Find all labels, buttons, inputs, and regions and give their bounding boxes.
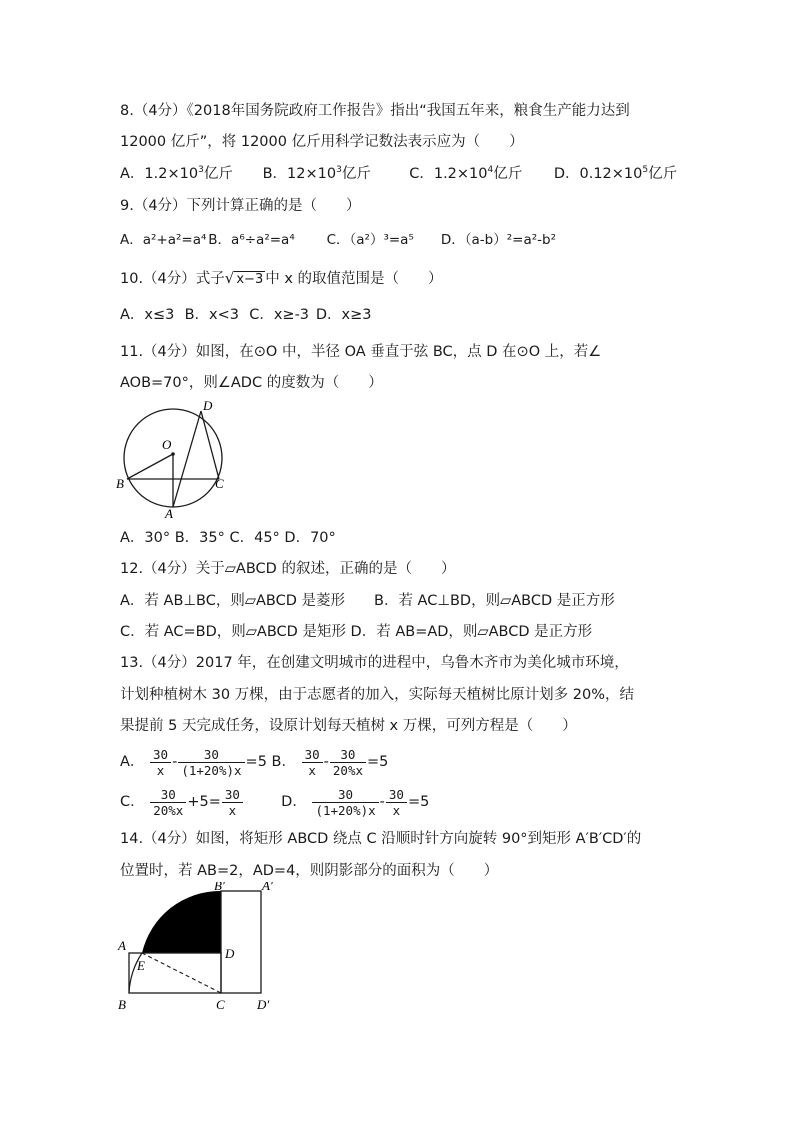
- q14-rotation-figure: [112, 882, 282, 1014]
- q10-option-b[interactable]: B．x<3: [184, 307, 240, 323]
- q8-option-b[interactable]: B．$12\times 10^3$亿斤: [262, 165, 371, 182]
- q8-option-a[interactable]: A．$1.2\times 10^3$亿斤: [120, 165, 233, 182]
- label-d-prime: D′: [257, 997, 270, 1012]
- label-a: A: [118, 938, 126, 953]
- q13-stem-line3: 果提前 5 天完成任务，设原计划每天植树 x 万棵，可列方程是（ ）: [120, 718, 577, 734]
- q12-options-cd[interactable]: C．若 AC=BD，则▱ABCD 是矩形 D．若 AB=AD，则▱ABCD 是正方形: [120, 624, 593, 640]
- q13-option-a[interactable]: A． $\frac{30}{x}$ - $\frac{30}{(1+20\%)x}$ =5: [120, 746, 267, 778]
- q13-option-d[interactable]: D． $\frac{30}{(1+20\%)x}$ - $\frac{30}{x}$ =5: [281, 786, 430, 818]
- q8-option-d[interactable]: D．$0.12\times 10^5$亿斤: [553, 165, 678, 182]
- label-a-prime: A′: [262, 882, 273, 893]
- q9-option-c[interactable]: C．（a²）³=a⁵: [326, 232, 414, 248]
- q13-stem-line2: 计划种植树木 30 万棵，由于志愿者的加入，实际每天植树比原计划多 20%，结: [120, 687, 635, 703]
- label-c: C: [216, 997, 225, 1012]
- q11-stem-line1: 11.（4分）如图，在⊙O 中，半径 OA 垂直于弦 BC，点 D 在⊙O 上，若∠: [120, 344, 602, 360]
- q13-options-cd: [120, 784, 429, 820]
- q11-circle-figure: [112, 396, 242, 520]
- label-d: D: [203, 398, 213, 413]
- chord-dc: [201, 411, 219, 479]
- sqrt-sign: √: [224, 269, 235, 287]
- q14-stem-line1: 14.（4分）如图，将矩形 ABCD 绕点 C 沿顺时针方向旋转 90°到矩形 A′B′CD′的: [120, 831, 642, 847]
- q14-stem-line2: 位置时，若 AB=2，AD=4，则阴影部分的面积为（ ）: [120, 863, 499, 879]
- label-b: B: [118, 997, 126, 1012]
- q11-options[interactable]: A．30° B．35° C．45° D．70°: [120, 530, 336, 546]
- q8-options: [120, 164, 677, 184]
- q13-option-b[interactable]: B． $\frac{30}{x}$ - $\frac{30}{20\%x}$ =5: [271, 746, 389, 778]
- q8-option-c[interactable]: C．$1.2\times 10^4$亿斤: [409, 165, 523, 182]
- shaded-region: [142, 891, 221, 953]
- q13-option-c[interactable]: C． $\frac{30}{20\%x}$ +5= $\frac{30}{x}$: [120, 794, 249, 810]
- q13-options-ab: [120, 744, 388, 780]
- label-e: E: [137, 958, 145, 973]
- q9-option-a[interactable]: A．a²+a²=a⁴: [120, 232, 207, 248]
- label-a: A: [165, 506, 173, 520]
- q8-stem-line1: 8.（4分）《2018年国务院政府工作报告》指出“我国五年来，粮食生产能力达到: [120, 103, 630, 119]
- q8-stem-line2: 12000 亿斤”，将 12000 亿斤用科学记数法表示应为（ ）: [120, 134, 524, 150]
- q10-option-a[interactable]: A．x≤3: [120, 307, 175, 323]
- segment-ob: [127, 454, 173, 479]
- q12-options-ab[interactable]: A．若 AB⊥BC，则▱ABCD 是菱形 B．若 AC⊥BD，则▱ABCD 是正方形: [120, 593, 615, 609]
- q9-option-b[interactable]: B．a⁶÷a²=a⁴: [208, 232, 295, 248]
- q10-option-c[interactable]: C．x≥-3: [249, 307, 310, 323]
- q10-radicand: x−3: [236, 272, 264, 287]
- label-b-prime: B′: [214, 882, 225, 893]
- q9-options: [120, 230, 556, 250]
- label-o: O: [162, 437, 172, 452]
- q9-stem: 9.（4分）下列计算正确的是（ ）: [120, 198, 361, 214]
- center-point: [171, 452, 175, 456]
- label-b: B: [116, 476, 124, 491]
- q12-stem: 12.（4分）关于▱ABCD 的叙述，正确的是（ ）: [120, 561, 456, 577]
- q10-options: [120, 305, 371, 325]
- q10-stem: 10.（4分）式子√ x−3 中 x 的取值范围是（ ）: [120, 269, 443, 287]
- q13-stem-line1: 13.（4分）2017 年，在创建文明城市的进程中，乌鲁木齐市为美化城市环境，: [120, 655, 629, 671]
- q9-option-d[interactable]: D．（a-b）²=a²-b²: [440, 232, 557, 248]
- dashed-ec: [142, 953, 221, 993]
- q11-stem-line2: AOB=70°，则∠ADC 的度数为（ ）: [120, 375, 383, 391]
- label-d: D: [225, 946, 235, 961]
- q10-option-d[interactable]: D．x≥3: [315, 307, 372, 323]
- chord-ad: [173, 411, 201, 507]
- rect-apbpcdp: [221, 891, 261, 993]
- label-c: C: [215, 476, 224, 491]
